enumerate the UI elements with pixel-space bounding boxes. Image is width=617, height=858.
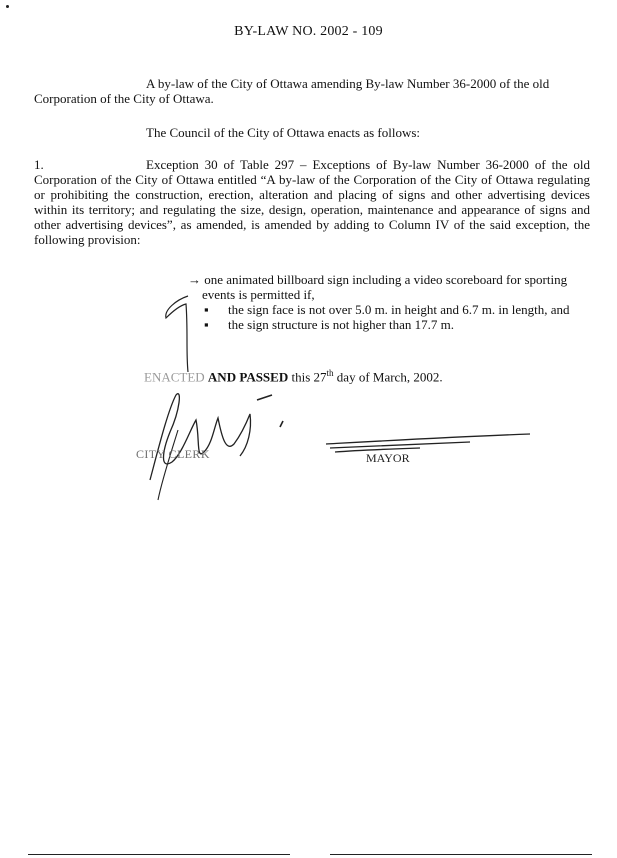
enactment-date-prefix: this 27 xyxy=(288,369,327,385)
city-clerk-label: CITY CLERK xyxy=(136,447,210,461)
provision-line-2: events is permitted if, xyxy=(202,287,315,302)
clerk-tick xyxy=(280,421,283,427)
intro-line-2: Corporation of the City of Ottawa. xyxy=(34,91,214,106)
clerk-signature xyxy=(150,394,251,480)
intro-line-1: A by-law of the City of Ottawa amending By-law Number 36-2000 of the old xyxy=(146,76,550,91)
provision-text-1: one animated billboard sign including a video scoreboard for sporting xyxy=(204,272,568,287)
bylaw-title: BY-LAW NO. 2002 - 109 xyxy=(234,24,383,39)
margin-stroke xyxy=(166,296,188,372)
bullet-icon: ▪ xyxy=(204,302,209,317)
enacted-word: ENACTED xyxy=(144,369,205,385)
mayor-signature xyxy=(326,434,530,452)
date-mark xyxy=(257,395,272,400)
footer-rule-left xyxy=(28,854,290,855)
section-text: Exception 30 of Table 297 – Exceptions of By-law Number 36-2000 of the old Corporation of the City of Ottawa entitled “A by-law of the Corporation of the City of Ottawa regulating or prohibiting the construction, erection, alteration and placing of signs and other advertising devices within its territory; and regulating the size, design, operation, maintenance and appearance of signs and other advertising devices”, as amended, is amended by adding to Column IV of the said exception, the following provision: xyxy=(34,157,590,247)
enacts-statement: The Council of the City of Ottawa enacts as follows: xyxy=(146,125,421,140)
and-passed-words: AND PASSED xyxy=(207,369,289,385)
bullet-text: the sign structure is not higher than 17.7 m. xyxy=(228,317,455,332)
section-number: 1. xyxy=(34,157,44,172)
mayor-label: MAYOR xyxy=(366,451,410,465)
bullet-text: the sign face is not over 5.0 m. in height and 6.7 m. in length, and xyxy=(228,302,570,317)
arrow-icon: → xyxy=(188,272,201,287)
bullet-icon: ▪ xyxy=(204,317,209,332)
ordinal-suffix: th xyxy=(326,368,334,378)
enactment-date-suffix: day of March, 2002. xyxy=(333,369,443,385)
footer-rule-right xyxy=(330,854,592,855)
